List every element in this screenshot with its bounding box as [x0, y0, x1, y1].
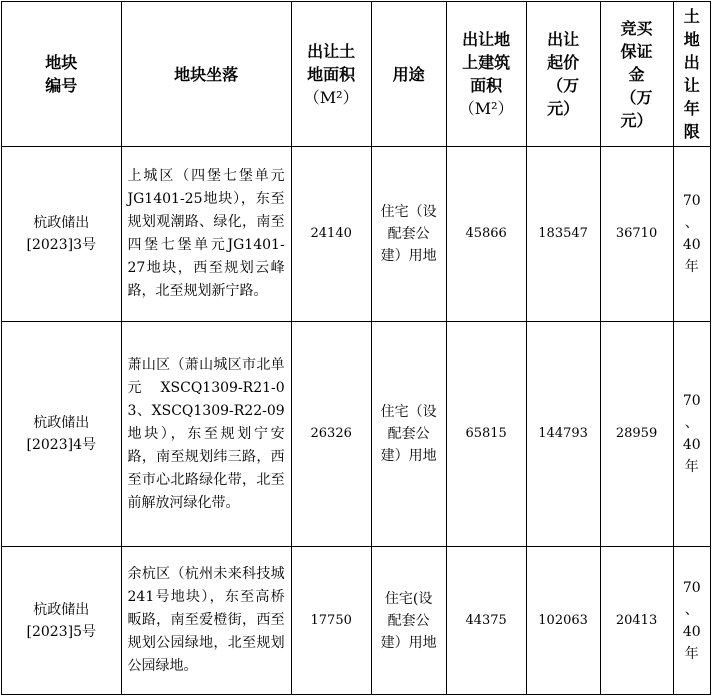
header-area	[291, 2, 371, 147]
row-term-part: 70	[682, 579, 701, 596]
land-transfer-table	[1, 1, 711, 695]
row-use-line: 住宅（设	[380, 404, 437, 420]
row-term	[673, 147, 711, 322]
row-term-part: 年	[684, 645, 699, 662]
header-id-line: 编号	[45, 76, 78, 95]
header-location-label: 地块坐落	[174, 64, 239, 84]
header-use-label: 用途	[392, 64, 425, 84]
row-use	[371, 147, 446, 322]
header-building-area-line: 出让地	[462, 30, 511, 49]
row-use-line: 配套公	[387, 426, 430, 442]
row-id-line: 杭政储出	[33, 601, 90, 618]
row-id-line: [2023]3号	[26, 237, 96, 253]
row-term-part: 40	[682, 237, 701, 253]
row-term	[673, 322, 711, 547]
row-deposit: 36710	[600, 147, 673, 322]
row-use-line: 建）用地	[380, 248, 437, 264]
header-row	[2, 2, 711, 147]
row-term-part: 年	[684, 459, 699, 475]
header-start-price	[526, 2, 600, 147]
row-id-line: [2023]4号	[26, 437, 96, 453]
header-term-char: 年	[683, 99, 700, 118]
header-deposit-line: 元）	[620, 110, 653, 130]
row-start-price: 102063	[526, 547, 600, 695]
row-id-line: 杭政储出	[33, 215, 90, 231]
row-building-area: 65815	[446, 322, 526, 547]
row-id	[2, 322, 122, 547]
row-building-area: 45866	[446, 147, 526, 322]
header-term-char: 让	[683, 76, 700, 95]
row-use-line: 建）用地	[380, 448, 437, 464]
row-deposit: 20413	[600, 547, 673, 695]
row-building-area: 44375	[446, 547, 526, 695]
header-building-area	[446, 2, 526, 147]
header-use	[371, 2, 446, 147]
row-term-part: 40	[682, 623, 701, 640]
row-term-part: 、	[684, 215, 699, 231]
table-row	[2, 547, 711, 695]
header-area-line: 地面积	[307, 64, 356, 84]
header-deposit-line: 保证	[620, 41, 653, 61]
row-use-line: 配套公	[387, 226, 430, 242]
row-area: 26326	[291, 322, 371, 547]
row-use-line: 配套公	[387, 612, 430, 629]
header-term-char: 土	[683, 7, 700, 26]
header-deposit-line: 竞买	[620, 18, 653, 38]
header-term-char: 限	[683, 122, 700, 141]
row-use	[371, 322, 446, 547]
row-id	[2, 547, 122, 695]
table-row	[2, 322, 711, 547]
row-start-price: 144793	[526, 322, 600, 547]
row-term-part: 70	[682, 193, 701, 209]
row-term-part: 年	[684, 259, 699, 275]
row-area: 17750	[291, 547, 371, 695]
row-use-line: 建）用地	[380, 634, 437, 651]
header-area-line: 出让土	[307, 41, 356, 61]
table-row	[2, 147, 711, 322]
header-start-price-line: （万	[547, 76, 580, 95]
header-location	[121, 2, 291, 147]
header-building-area-line: （M²）	[458, 99, 514, 118]
header-term-char: 地	[683, 30, 700, 49]
header-start-price-line: 出让	[547, 30, 580, 49]
row-term-part: 、	[684, 415, 699, 431]
row-location: 萧山区（萧山城区市北单元XSCQ1309-R21-03、XSCQ1309-R22-09地块），东至规划宁安路，南至规划纬三路，西至市心北路绿化带，北至前解放河绿化带。	[121, 322, 291, 547]
row-id-line: 杭政储出	[33, 415, 90, 431]
row-use-line: 住宅（设	[380, 204, 437, 220]
header-term	[673, 2, 711, 147]
header-term-char: 出	[683, 53, 700, 72]
header-area-line: （M²）	[303, 87, 359, 107]
header-deposit-line: （万	[620, 87, 653, 107]
header-deposit-line: 金	[628, 64, 645, 84]
row-use	[371, 547, 446, 695]
header-building-area-line: 上建筑	[462, 53, 511, 72]
row-location: 余杭区（杭州未来科技城241号地块），东至高桥畈路，南至爱橙街，西至规划公园绿地，北至规划公园绿地。	[121, 547, 291, 695]
header-deposit	[600, 2, 673, 147]
row-deposit: 28959	[600, 322, 673, 547]
header-start-price-line: 元）	[547, 99, 580, 118]
header-building-area-line: 面积	[470, 76, 503, 95]
header-id-line: 地块	[45, 53, 78, 72]
row-location: 上城区（四堡七堡单元JG1401-25地块），东至规划观潮路、绿化，南至四堡七堡单元JG1401-27地块，西至规划云峰路，北至规划新宁路。	[121, 147, 291, 322]
row-term-part: 70	[682, 393, 701, 409]
header-id	[2, 2, 122, 147]
row-id-line: [2023]5号	[26, 623, 96, 640]
row-term-part: 、	[684, 601, 699, 618]
row-term	[673, 547, 711, 695]
row-use-line: 住宅(设	[384, 590, 433, 607]
row-term-part: 40	[682, 437, 701, 453]
row-id	[2, 147, 122, 322]
row-start-price: 183547	[526, 147, 600, 322]
header-start-price-line: 起价	[547, 53, 580, 72]
row-area: 24140	[291, 147, 371, 322]
